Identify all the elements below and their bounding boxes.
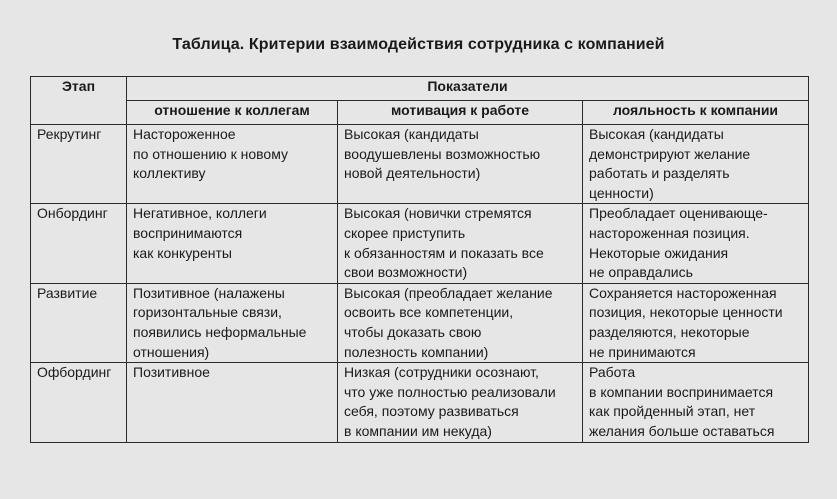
cell-loyalty [583, 283, 809, 362]
cell-motivation [338, 363, 583, 442]
header-indicators: Показатели [127, 77, 809, 101]
cell-text-line: себя, поэтому развиваться [344, 403, 519, 420]
cell-text-line: к обязанностям и показать все [344, 244, 544, 261]
cell-text-line: желания больше оставаться [589, 422, 775, 439]
cell-text-line: позиция, некоторые ценности [589, 304, 783, 321]
cell-text-line: полезность компании) [344, 343, 489, 360]
cell-text-line: не оправдались [589, 264, 693, 281]
cell-text-line: коллективу [133, 165, 206, 182]
cell-text-line: не принимаются [589, 343, 696, 360]
cell-text-line: ценности) [589, 184, 654, 201]
cell-text-line: отношения) [133, 343, 210, 360]
cell-text-line: Сохраняется настороженная [589, 284, 777, 301]
cell-motivation [338, 204, 583, 283]
cell-colleagues [127, 363, 338, 442]
table-body [31, 125, 809, 443]
header-col-motivation: мотивация к работе [338, 101, 583, 125]
cell-colleagues [127, 125, 338, 204]
cell-colleagues [127, 204, 338, 283]
cell-text-line: работать и разделять [589, 165, 730, 182]
cell-motivation [338, 283, 583, 362]
cell-text-line: как конкуренты [133, 244, 232, 261]
table-row-onboarding [31, 204, 809, 283]
table-row-development [31, 283, 809, 362]
cell-text-line: Преобладает оценивающе- [589, 205, 768, 222]
cell-loyalty [583, 204, 809, 283]
cell-text-line: чтобы доказать свою [344, 323, 482, 340]
cell-text-line: свои возможности) [344, 264, 468, 281]
header-col-loyalty: лояльность к компании [583, 101, 809, 125]
criteria-table [30, 76, 809, 443]
cell-text-line: воодушевлены возможностью [344, 145, 541, 162]
cell-text-line: освоить все компетенции, [344, 304, 514, 321]
cell-text-line: в компании воспринимается [589, 383, 774, 400]
header-col-colleagues: отношение к коллегам [127, 101, 338, 125]
cell-colleagues [127, 283, 338, 362]
cell-text-line: Настороженное [133, 126, 236, 142]
stage-cell: Развитие [31, 283, 127, 362]
header-row-top [31, 77, 809, 101]
table-row-offboarding [31, 363, 809, 442]
cell-text-line: появились неформальные [133, 323, 307, 340]
cell-text-line: Низкая (сотрудники осознают, [344, 364, 539, 381]
cell-text-line: по отношению к новому [133, 145, 289, 162]
cell-text-line: горизонтальные связи, [133, 304, 282, 321]
table-title: Таблица. Критерии взаимодействия сотрудника с компанией [172, 36, 665, 53]
cell-text-line: настороженная позиция. [589, 224, 750, 241]
cell-text-line: как пройденный этап, нет [589, 403, 756, 420]
stage-cell: Офбординг [31, 363, 127, 442]
cell-motivation [338, 125, 583, 204]
table-row-recruiting [31, 125, 809, 204]
cell-text-line: Позитивное [133, 364, 210, 381]
cell-text-line: Высокая (новички стремятся [344, 205, 532, 222]
cell-text-line: Позитивное (налажены [133, 284, 285, 301]
cell-text-line: Некоторые ожидания [589, 244, 729, 261]
header-stage: Этап [31, 77, 127, 125]
cell-text-line: воспринимаются [133, 224, 243, 241]
stage-cell: Рекрутинг [31, 125, 127, 204]
cell-loyalty [583, 125, 809, 204]
header-row-sub [31, 101, 809, 125]
cell-text-line: Работа [589, 364, 636, 381]
cell-text-line: скорее приступить [344, 224, 466, 241]
cell-text-line: что уже полностью реализовали [344, 383, 556, 400]
cell-text-line: новой деятельности) [344, 165, 481, 182]
cell-text-line: в компании им некуда) [344, 422, 492, 439]
stage-cell: Онбординг [31, 204, 127, 283]
cell-text-line: Высокая (кандидаты [344, 126, 479, 142]
cell-text-line: Высокая (кандидаты [589, 126, 724, 142]
cell-text-line: Высокая (преобладает желание [344, 284, 553, 301]
cell-text-line: разделяются, некоторые [589, 323, 750, 340]
cell-text-line: Негативное, коллеги [133, 205, 267, 222]
cell-text-line: демонстрируют желание [589, 145, 751, 162]
cell-loyalty [583, 363, 809, 442]
